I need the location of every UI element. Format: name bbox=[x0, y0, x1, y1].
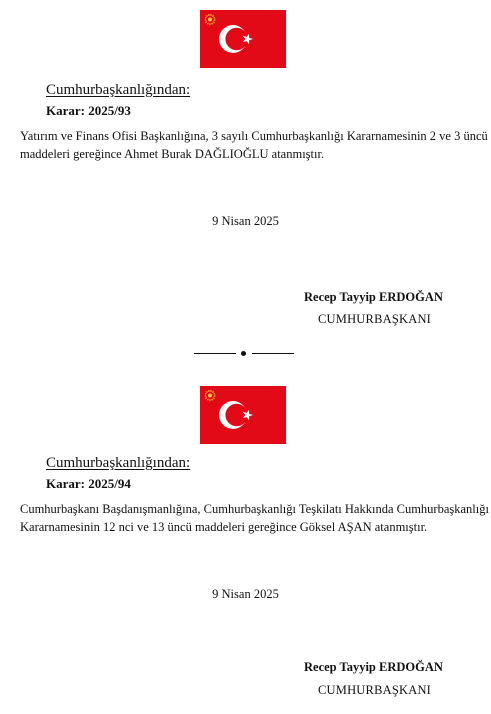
separator-dot bbox=[241, 351, 246, 356]
decree-body-line: Yatırım ve Finans Ofisi Başkanlığına, 3 sayılı Cumhurbaşkanlığı Kararnamesinin 2 ve 3 üncü bbox=[20, 129, 488, 143]
issuer-heading: Cumhurbaşkanlığından: bbox=[46, 82, 191, 98]
signer-name: Recep Tayyip ERDOĞAN bbox=[304, 660, 443, 674]
decision-number: Karar: 2025/94 bbox=[46, 476, 131, 491]
turkish-flag-icon bbox=[200, 386, 286, 444]
decree-body-line: Kararnamesinin 12 nci ve 13 üncü maddeleri gereğince Göksel AŞAN atanmıştır. bbox=[20, 520, 428, 534]
signer-name: Recep Tayyip ERDOĞAN bbox=[304, 290, 443, 304]
issuer-heading: Cumhurbaşkanlığından: bbox=[46, 455, 191, 471]
decree-body bbox=[20, 127, 488, 163]
section-separator bbox=[194, 348, 294, 360]
decree-body-line: maddeleri gereğince Ahmet Burak DAĞLIOĞLU atanmıştır. bbox=[20, 147, 325, 161]
decree-date: 9 Nisan 2025 bbox=[212, 214, 279, 228]
signer-title: CUMHURBAŞKANI bbox=[318, 683, 432, 697]
decree-date: 9 Nisan 2025 bbox=[212, 587, 279, 601]
separator-line bbox=[194, 353, 236, 354]
decision-number: Karar: 2025/93 bbox=[46, 103, 131, 118]
decree-body-line: Cumhurbaşkanı Başdanışmanlığına, Cumhurbaşkanlığı Teşkilatı Hakkında Cumhurbaşkanlığı bbox=[20, 502, 489, 516]
turkish-flag-icon bbox=[200, 10, 286, 68]
signer-title: CUMHURBAŞKANI bbox=[318, 312, 432, 326]
separator-line bbox=[252, 353, 294, 354]
decree-body bbox=[20, 500, 489, 536]
